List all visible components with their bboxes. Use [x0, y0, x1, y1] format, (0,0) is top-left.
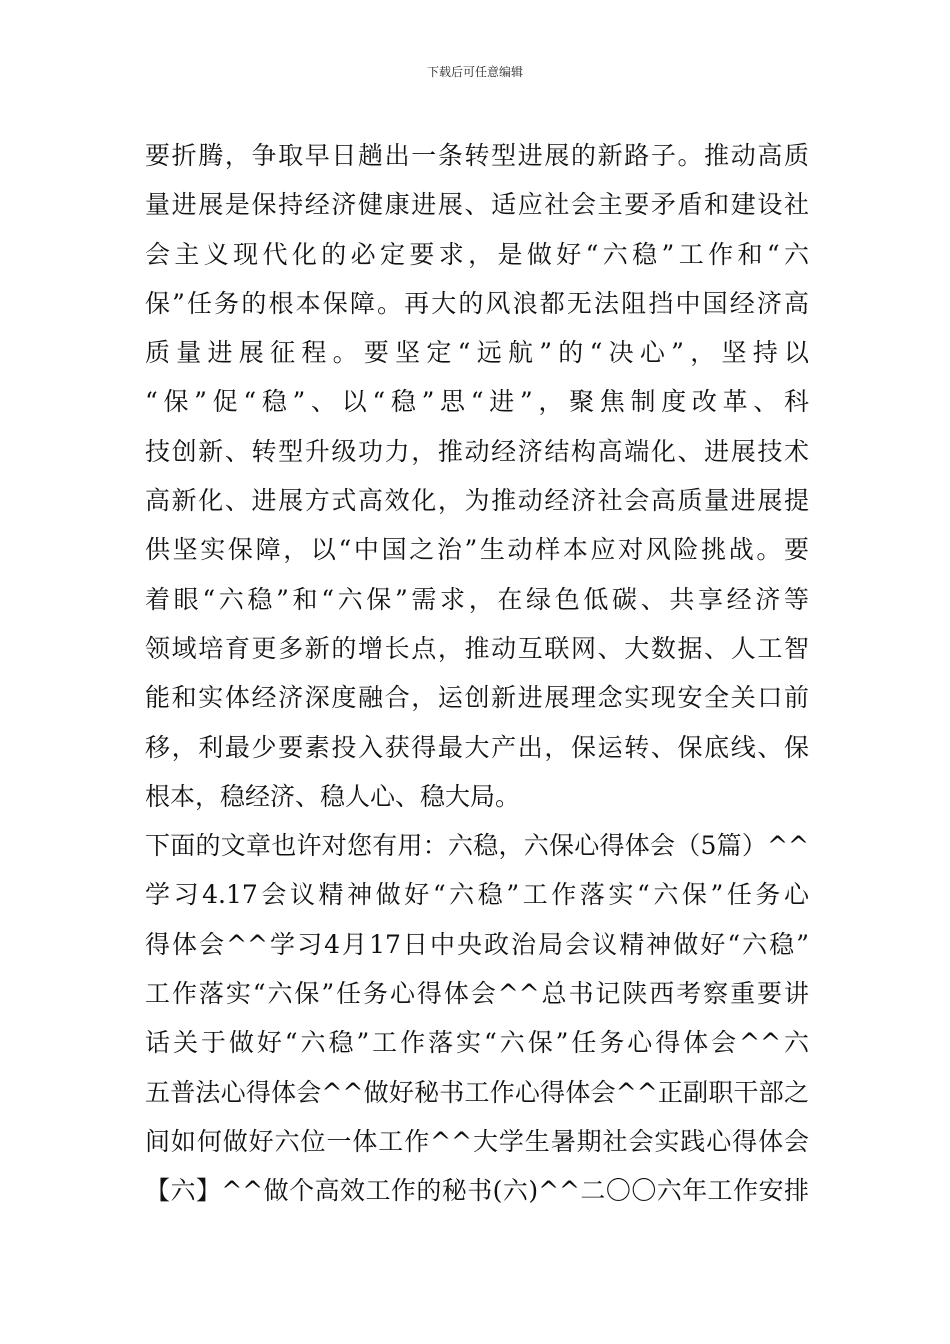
paragraph-main	[145, 131, 809, 821]
paragraph-related-articles	[145, 821, 809, 1215]
text-line: 【六】^^做个高效工作的秘书(六)^^二〇〇六年工作安排	[145, 1176, 809, 1206]
text-line: 高新化、进展方式高效化，为推动经济社会高质量进展提	[145, 486, 809, 516]
page-header: 下载后可任意编辑	[426, 65, 523, 79]
text-line: 会主义现代化的必定要求，是做好“六稳”工作和“六	[145, 239, 809, 269]
text-line: 领域培育更多新的增长点，推动互联网、大数据、人工智	[145, 633, 809, 663]
text-line: 技创新、转型升级功力，推动经济结构高端化、进展技术	[145, 436, 809, 466]
text-line: 要折腾，争取早日趟出一条转型进展的新路子。推动高质	[145, 141, 809, 170]
text-line: 话关于做好“六稳”工作落实“六保”任务心得体会^^六	[145, 1028, 809, 1058]
text-line: 五普法心得体会^^做好秘书工作心得体会^^正副职干部之	[145, 1077, 809, 1107]
text-line: 下面的文章也许对您有用：六稳，六保心得体会（5篇）^^	[145, 831, 809, 861]
text-line: 保”任务的根本保障。再大的风浪都无法阻挡中国经济高	[145, 288, 809, 318]
text-line: 得体会^^学习4月17日中央政治局会议精神做好“六稳”	[145, 929, 809, 959]
text-line: “保”促“稳”、以“稳”思“进”，聚焦制度改革、科	[145, 387, 809, 417]
text-line: 量进展是保持经济健康进展、适应社会主要矛盾和建设社	[145, 190, 809, 220]
text-line: 着眼“六稳”和“六保”需求，在绿色低碳、共享经济等	[145, 584, 809, 614]
text-line: 间如何做好六位一体工作^^大学生暑期社会实践心得体会	[145, 1126, 809, 1156]
text-line: 质量进展征程。要坚定“远航”的“决心”，坚持以	[145, 338, 809, 368]
text-line: 移，利最少要素投入获得最大产出，保运转、保底线、保	[145, 732, 809, 762]
text-line: 学习4.17会议精神做好“六稳”工作落实“六保”任务心	[145, 880, 809, 910]
text-line: 供坚实保障，以“中国之治”生动样本应对风险挑战。要	[145, 535, 809, 565]
text-line: 根本，稳经济、稳人心、稳大局。	[145, 781, 521, 811]
text-line: 工作落实“六保”任务心得体会^^总书记陕西考察重要讲	[145, 979, 809, 1009]
text-line: 能和实体经济深度融合，运创新进展理念实现安全关口前	[145, 683, 809, 713]
document-body	[145, 131, 809, 1216]
